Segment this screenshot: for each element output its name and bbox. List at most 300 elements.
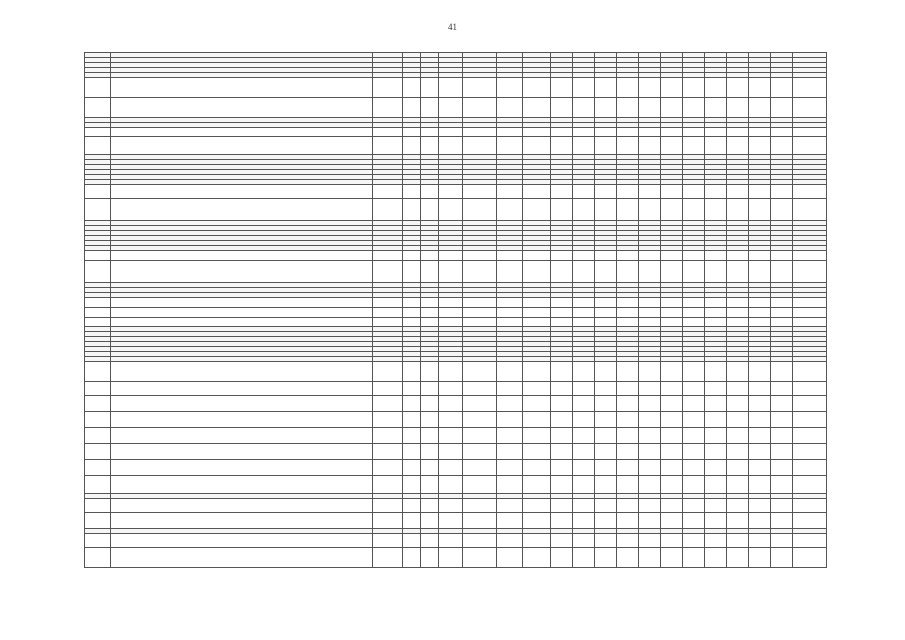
row-value-cell: [463, 261, 497, 283]
table-row: [85, 534, 827, 548]
row-value-cell: [573, 98, 595, 118]
row-value-cell: [463, 78, 497, 98]
row-value-cell: [683, 199, 705, 221]
table-row: [85, 251, 827, 261]
row-value-cell: [463, 412, 497, 428]
row-value-cell: [551, 251, 573, 261]
row-value-cell: [617, 428, 639, 444]
row-unit-cell: [373, 318, 403, 327]
row-value-cell: [403, 534, 421, 548]
row-value-cell: [421, 396, 439, 412]
row-code-cell: [85, 396, 111, 412]
row-value-cell: [771, 476, 793, 494]
row-value-cell: [705, 382, 727, 396]
row-value-cell: [573, 396, 595, 412]
row-value-cell: [727, 137, 749, 155]
row-value-cell: [463, 476, 497, 494]
row-value-cell: [749, 382, 771, 396]
row-value-cell: [595, 499, 617, 513]
row-value-cell: [617, 412, 639, 428]
row-value-cell: [551, 137, 573, 155]
row-value-cell: [661, 534, 683, 548]
row-description-cell: [111, 548, 373, 568]
row-value-cell: [497, 298, 523, 308]
row-value-cell: [705, 185, 727, 199]
row-value-cell: [683, 318, 705, 327]
row-value-cell: [403, 251, 421, 261]
row-value-cell: [523, 185, 551, 199]
row-value-cell: [497, 308, 523, 318]
row-value-cell: [617, 251, 639, 261]
row-value-cell: [439, 78, 463, 98]
row-code-cell: [85, 98, 111, 118]
row-value-cell: [421, 444, 439, 460]
row-value-cell: [683, 382, 705, 396]
row-value-cell: [497, 199, 523, 221]
row-value-cell: [661, 261, 683, 283]
row-value-cell: [749, 137, 771, 155]
row-value-cell: [705, 362, 727, 382]
row-value-cell: [463, 137, 497, 155]
row-description-cell: [111, 476, 373, 494]
row-value-cell: [523, 382, 551, 396]
row-value-cell: [595, 137, 617, 155]
row-value-cell: [793, 185, 827, 199]
row-code-cell: [85, 298, 111, 308]
row-value-cell: [727, 460, 749, 476]
row-value-cell: [705, 460, 727, 476]
row-value-cell: [683, 98, 705, 118]
row-value-cell: [573, 78, 595, 98]
row-unit-cell: [373, 534, 403, 548]
row-value-cell: [661, 444, 683, 460]
row-value-cell: [595, 98, 617, 118]
row-value-cell: [661, 382, 683, 396]
row-value-cell: [421, 412, 439, 428]
row-value-cell: [705, 308, 727, 318]
row-value-cell: [403, 261, 421, 283]
row-value-cell: [403, 513, 421, 529]
row-value-cell: [573, 199, 595, 221]
row-value-cell: [439, 318, 463, 327]
row-value-cell: [661, 412, 683, 428]
row-unit-cell: [373, 199, 403, 221]
row-value-cell: [639, 428, 661, 444]
row-value-cell: [639, 128, 661, 137]
row-value-cell: [727, 412, 749, 428]
row-value-cell: [439, 513, 463, 529]
row-value-cell: [793, 137, 827, 155]
row-value-cell: [551, 382, 573, 396]
row-value-cell: [771, 199, 793, 221]
row-value-cell: [705, 476, 727, 494]
row-description-cell: [111, 251, 373, 261]
row-code-cell: [85, 460, 111, 476]
row-value-cell: [463, 382, 497, 396]
row-unit-cell: [373, 499, 403, 513]
row-value-cell: [727, 251, 749, 261]
row-value-cell: [705, 499, 727, 513]
row-value-cell: [497, 318, 523, 327]
row-value-cell: [683, 185, 705, 199]
table-row: [85, 318, 827, 327]
row-value-cell: [595, 534, 617, 548]
row-value-cell: [793, 513, 827, 529]
row-value-cell: [771, 251, 793, 261]
row-value-cell: [463, 499, 497, 513]
row-value-cell: [497, 382, 523, 396]
row-value-cell: [439, 251, 463, 261]
row-value-cell: [661, 98, 683, 118]
row-value-cell: [793, 308, 827, 318]
row-value-cell: [463, 444, 497, 460]
row-description-cell: [111, 412, 373, 428]
row-value-cell: [617, 396, 639, 412]
row-value-cell: [727, 428, 749, 444]
table-row: [85, 298, 827, 308]
row-value-cell: [595, 396, 617, 412]
row-value-cell: [749, 185, 771, 199]
row-value-cell: [661, 185, 683, 199]
row-value-cell: [463, 98, 497, 118]
row-value-cell: [573, 308, 595, 318]
row-value-cell: [523, 476, 551, 494]
row-value-cell: [463, 199, 497, 221]
row-value-cell: [705, 534, 727, 548]
row-value-cell: [771, 308, 793, 318]
row-value-cell: [523, 444, 551, 460]
row-value-cell: [639, 396, 661, 412]
row-value-cell: [639, 308, 661, 318]
row-unit-cell: [373, 548, 403, 568]
row-value-cell: [749, 78, 771, 98]
row-value-cell: [683, 308, 705, 318]
table-row: [85, 308, 827, 318]
row-value-cell: [771, 137, 793, 155]
row-value-cell: [595, 476, 617, 494]
row-value-cell: [439, 396, 463, 412]
row-value-cell: [439, 199, 463, 221]
row-value-cell: [727, 128, 749, 137]
row-value-cell: [617, 444, 639, 460]
row-value-cell: [793, 444, 827, 460]
row-value-cell: [403, 460, 421, 476]
row-value-cell: [573, 128, 595, 137]
row-value-cell: [463, 534, 497, 548]
row-value-cell: [727, 318, 749, 327]
row-value-cell: [639, 499, 661, 513]
row-value-cell: [771, 534, 793, 548]
row-value-cell: [551, 185, 573, 199]
row-value-cell: [497, 412, 523, 428]
row-value-cell: [793, 251, 827, 261]
row-unit-cell: [373, 185, 403, 199]
row-value-cell: [421, 428, 439, 444]
row-value-cell: [639, 137, 661, 155]
row-value-cell: [661, 137, 683, 155]
row-value-cell: [595, 261, 617, 283]
table-row: [85, 261, 827, 283]
row-description-cell: [111, 78, 373, 98]
row-code-cell: [85, 476, 111, 494]
row-value-cell: [439, 444, 463, 460]
row-value-cell: [595, 251, 617, 261]
row-value-cell: [573, 412, 595, 428]
row-value-cell: [573, 476, 595, 494]
row-value-cell: [661, 460, 683, 476]
row-value-cell: [617, 362, 639, 382]
row-value-cell: [683, 362, 705, 382]
row-unit-cell: [373, 476, 403, 494]
row-value-cell: [661, 396, 683, 412]
row-value-cell: [439, 137, 463, 155]
row-value-cell: [421, 128, 439, 137]
row-code-cell: [85, 251, 111, 261]
row-value-cell: [793, 499, 827, 513]
row-description-cell: [111, 444, 373, 460]
row-value-cell: [573, 513, 595, 529]
row-value-cell: [793, 98, 827, 118]
row-value-cell: [523, 534, 551, 548]
row-value-cell: [551, 396, 573, 412]
row-value-cell: [463, 308, 497, 318]
row-value-cell: [595, 382, 617, 396]
row-value-cell: [749, 308, 771, 318]
row-description-cell: [111, 460, 373, 476]
row-value-cell: [421, 185, 439, 199]
row-value-cell: [421, 362, 439, 382]
row-value-cell: [727, 396, 749, 412]
row-description-cell: [111, 199, 373, 221]
row-value-cell: [573, 185, 595, 199]
row-value-cell: [771, 460, 793, 476]
row-value-cell: [439, 460, 463, 476]
row-value-cell: [421, 382, 439, 396]
row-value-cell: [617, 513, 639, 529]
row-value-cell: [661, 298, 683, 308]
row-value-cell: [403, 318, 421, 327]
row-value-cell: [661, 513, 683, 529]
row-value-cell: [573, 499, 595, 513]
row-code-cell: [85, 362, 111, 382]
row-value-cell: [639, 251, 661, 261]
row-unit-cell: [373, 362, 403, 382]
row-value-cell: [639, 298, 661, 308]
table-row: [85, 460, 827, 476]
row-value-cell: [771, 499, 793, 513]
row-value-cell: [421, 298, 439, 308]
table-row: [85, 396, 827, 412]
row-value-cell: [749, 513, 771, 529]
row-value-cell: [421, 534, 439, 548]
row-value-cell: [403, 476, 421, 494]
row-description-cell: [111, 382, 373, 396]
row-value-cell: [639, 382, 661, 396]
row-value-cell: [523, 318, 551, 327]
table-row: [85, 499, 827, 513]
row-description-cell: [111, 428, 373, 444]
row-value-cell: [463, 251, 497, 261]
row-value-cell: [639, 185, 661, 199]
row-value-cell: [617, 534, 639, 548]
table-row: [85, 444, 827, 460]
row-code-cell: [85, 444, 111, 460]
row-value-cell: [639, 98, 661, 118]
row-value-cell: [421, 261, 439, 283]
row-value-cell: [523, 412, 551, 428]
row-value-cell: [661, 548, 683, 568]
table-row: [85, 128, 827, 137]
row-value-cell: [661, 128, 683, 137]
row-value-cell: [705, 251, 727, 261]
row-value-cell: [749, 261, 771, 283]
row-value-cell: [683, 412, 705, 428]
row-value-cell: [617, 499, 639, 513]
row-description-cell: [111, 396, 373, 412]
row-value-cell: [551, 534, 573, 548]
row-value-cell: [639, 261, 661, 283]
row-value-cell: [595, 185, 617, 199]
row-value-cell: [403, 308, 421, 318]
row-value-cell: [523, 128, 551, 137]
row-value-cell: [551, 444, 573, 460]
row-value-cell: [551, 199, 573, 221]
row-value-cell: [749, 396, 771, 412]
row-value-cell: [617, 98, 639, 118]
row-value-cell: [439, 534, 463, 548]
row-value-cell: [463, 460, 497, 476]
row-value-cell: [639, 199, 661, 221]
row-value-cell: [793, 298, 827, 308]
row-value-cell: [421, 548, 439, 568]
row-value-cell: [573, 428, 595, 444]
row-value-cell: [661, 476, 683, 494]
row-value-cell: [683, 499, 705, 513]
row-value-cell: [439, 185, 463, 199]
row-value-cell: [551, 318, 573, 327]
row-value-cell: [661, 362, 683, 382]
row-description-cell: [111, 261, 373, 283]
row-value-cell: [463, 185, 497, 199]
row-value-cell: [771, 128, 793, 137]
row-value-cell: [573, 382, 595, 396]
row-value-cell: [463, 548, 497, 568]
row-value-cell: [749, 460, 771, 476]
row-value-cell: [617, 318, 639, 327]
row-value-cell: [463, 513, 497, 529]
row-value-cell: [705, 261, 727, 283]
row-value-cell: [573, 298, 595, 308]
row-value-cell: [497, 185, 523, 199]
row-value-cell: [793, 396, 827, 412]
row-value-cell: [727, 362, 749, 382]
row-value-cell: [421, 499, 439, 513]
row-value-cell: [727, 444, 749, 460]
row-code-cell: [85, 548, 111, 568]
table-row: [85, 137, 827, 155]
row-value-cell: [463, 362, 497, 382]
table-row: [85, 185, 827, 199]
row-value-cell: [421, 199, 439, 221]
row-value-cell: [639, 444, 661, 460]
row-value-cell: [639, 534, 661, 548]
row-value-cell: [683, 428, 705, 444]
row-value-cell: [639, 78, 661, 98]
row-value-cell: [523, 362, 551, 382]
row-value-cell: [523, 308, 551, 318]
row-value-cell: [749, 548, 771, 568]
row-value-cell: [727, 98, 749, 118]
row-value-cell: [727, 78, 749, 98]
row-value-cell: [639, 476, 661, 494]
row-unit-cell: [373, 78, 403, 98]
table-row: [85, 513, 827, 529]
row-value-cell: [523, 78, 551, 98]
row-value-cell: [595, 513, 617, 529]
row-value-cell: [749, 251, 771, 261]
row-unit-cell: [373, 412, 403, 428]
row-description-cell: [111, 308, 373, 318]
row-value-cell: [683, 476, 705, 494]
row-description-cell: [111, 298, 373, 308]
row-value-cell: [683, 444, 705, 460]
row-value-cell: [683, 298, 705, 308]
row-unit-cell: [373, 396, 403, 412]
row-value-cell: [749, 318, 771, 327]
row-value-cell: [497, 251, 523, 261]
row-value-cell: [595, 128, 617, 137]
row-value-cell: [403, 185, 421, 199]
row-value-cell: [793, 199, 827, 221]
row-value-cell: [523, 199, 551, 221]
row-value-cell: [523, 499, 551, 513]
row-unit-cell: [373, 137, 403, 155]
row-value-cell: [595, 548, 617, 568]
row-value-cell: [523, 98, 551, 118]
row-value-cell: [793, 382, 827, 396]
row-value-cell: [749, 476, 771, 494]
table-row: [85, 98, 827, 118]
row-value-cell: [661, 308, 683, 318]
row-unit-cell: [373, 428, 403, 444]
row-value-cell: [421, 78, 439, 98]
row-value-cell: [421, 137, 439, 155]
row-value-cell: [523, 548, 551, 568]
row-value-cell: [771, 261, 793, 283]
row-value-cell: [439, 298, 463, 308]
row-value-cell: [421, 98, 439, 118]
row-value-cell: [705, 128, 727, 137]
row-value-cell: [403, 137, 421, 155]
row-value-cell: [523, 460, 551, 476]
row-value-cell: [439, 382, 463, 396]
row-value-cell: [793, 128, 827, 137]
row-value-cell: [617, 128, 639, 137]
row-value-cell: [705, 78, 727, 98]
row-value-cell: [497, 460, 523, 476]
row-value-cell: [421, 318, 439, 327]
row-code-cell: [85, 261, 111, 283]
row-value-cell: [463, 128, 497, 137]
row-code-cell: [85, 534, 111, 548]
row-value-cell: [497, 362, 523, 382]
row-value-cell: [727, 308, 749, 318]
row-value-cell: [705, 298, 727, 308]
row-value-cell: [463, 396, 497, 412]
row-value-cell: [771, 444, 793, 460]
row-code-cell: [85, 412, 111, 428]
row-value-cell: [617, 199, 639, 221]
